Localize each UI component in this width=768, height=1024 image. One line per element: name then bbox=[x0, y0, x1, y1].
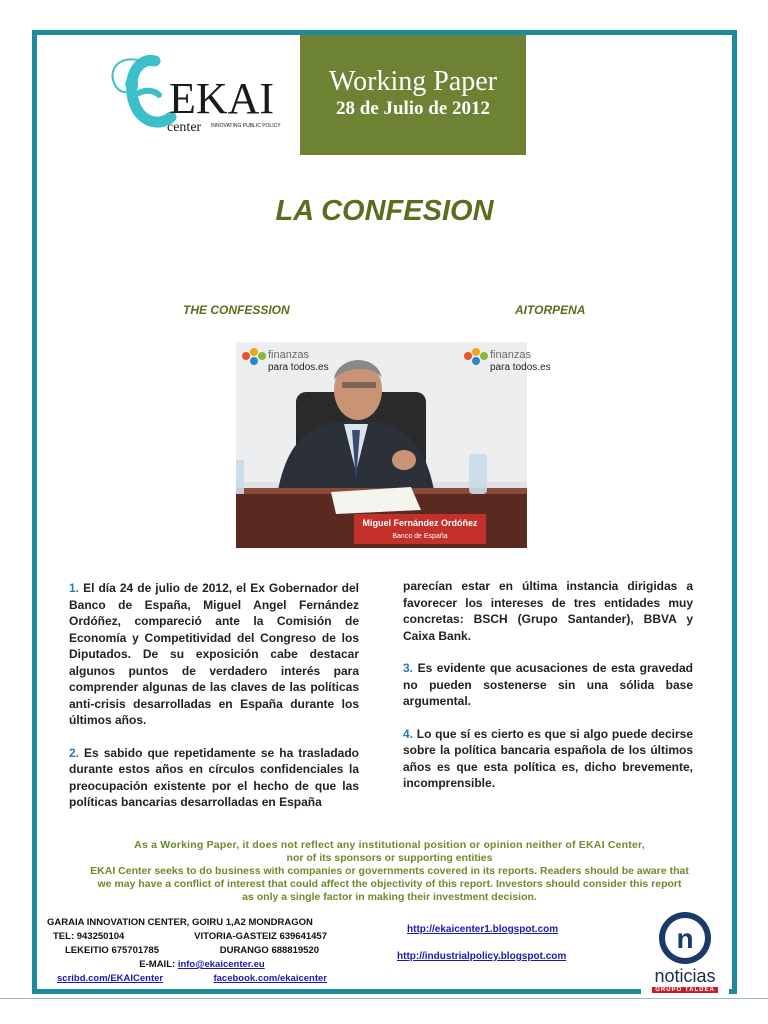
paragraph-2-continued: parecían estar en última instancia dirigidas a favorecer los intereses de tres entidades muy concretas: BSCH (Grupo Santander), BBVA y Caixa Bank. bbox=[403, 579, 693, 643]
blog-link-ekaicenter[interactable]: http://ekaicenter1.blogspot.com bbox=[407, 924, 559, 935]
paragraph-3: 3. Es evidente que acusaciones de esta gravedad no pueden sostenerse sin una sólida base argumental. bbox=[403, 661, 693, 708]
svg-text:center: center bbox=[167, 120, 202, 135]
subtitle-basque: AITORPENA bbox=[515, 303, 586, 317]
ekai-logo bbox=[97, 43, 307, 143]
svg-text:INNOVATING PUBLIC POLICY: INNOVATING PUBLIC POLICY bbox=[211, 123, 281, 129]
scribd-link[interactable]: scribd.com/EKAICenter bbox=[57, 973, 164, 984]
page-frame bbox=[32, 30, 737, 994]
svg-text:Miguel Fernández Ordóñez: Miguel Fernández Ordóñez bbox=[362, 518, 478, 528]
address: GARAIA INNOVATION CENTER, GOIRU 1,A2 MONDRAGON bbox=[47, 917, 313, 928]
svg-text:n: n bbox=[676, 923, 694, 954]
paragraph-1: 1. El día 24 de julio de 2012, el Ex Gobernador del Banco de España, Miguel Angel Fernández Ordóñez, compareció ante la Comisión de Economía y Competitividad del Congreso de los Diputados. De su exposición cabe destacar algunos puntos de verdadero interés para comprender algunas de las claves de las políticas anti-crisis desarrolladas en España durante los últimos años. bbox=[69, 581, 359, 727]
noticias-logo: n noticias GRUPO TALDEA bbox=[641, 910, 729, 995]
svg-text:para todos.es: para todos.es bbox=[490, 362, 551, 373]
facebook-link[interactable]: facebook.com/ekaicenter bbox=[213, 973, 327, 984]
paragraph-2: 2. Es sabido que repetidamente se ha trasladado durante estos años en círculos confidenciales la preocupación existente por el hecho de que las políticas bancarias desarrolladas en España bbox=[69, 745, 359, 809]
svg-text:Banco de España: Banco de España bbox=[392, 533, 448, 540]
disclaimer: As a Working Paper, it does not reflect any institutional position or opinion neither of EKAI Center, nor of its sponsors or supporting entities EKAI Center seeks to do business with companies or governments covered in its reports. Readers should be aware that we may have a conflict of interest that could affect the objectivity of this report. Investors should consider this report as only a single factor in making their investment decision. bbox=[90, 839, 689, 903]
contact-info: GARAIA INNOVATION CENTER, GOIRU 1,A2 MONDRAGON TEL: 943250104 VITORIA-GASTEIZ 639641457 LEKEITIO 675701785 DURANGO 688819520 E-MAIL: info@ekaicenter.eu scribd.com/EKAICenter facebook.com/ekaicenter bbox=[47, 916, 357, 986]
email-link[interactable]: info@ekaicenter.eu bbox=[177, 959, 265, 970]
bottom-divider bbox=[0, 998, 768, 999]
text-column-left bbox=[69, 580, 359, 827]
working-paper-box bbox=[300, 35, 526, 155]
svg-text:finanzas: finanzas bbox=[490, 349, 531, 361]
subtitle-english: THE CONFESSION bbox=[183, 303, 290, 317]
svg-text:para todos.es: para todos.es bbox=[268, 362, 329, 373]
main-title: LA CONFESION bbox=[275, 195, 494, 227]
logo-kai: EKAI bbox=[169, 74, 275, 123]
text-column-right bbox=[403, 578, 693, 808]
working-paper-title: Working Paper bbox=[328, 66, 498, 97]
blog-link-industrialpolicy[interactable]: http://industrialpolicy.blogspot.com bbox=[397, 951, 567, 962]
speaker-photo bbox=[236, 342, 551, 548]
svg-text:finanzas: finanzas bbox=[268, 349, 309, 361]
paragraph-4: 4. Lo que sí es cierto es que si algo puede decirse sobre la política bancaria española de los últimos años es que esta política es, dicho brevemente, incomprensible. bbox=[403, 726, 693, 790]
working-paper-date: 28 de Julio de 2012 bbox=[335, 98, 491, 119]
